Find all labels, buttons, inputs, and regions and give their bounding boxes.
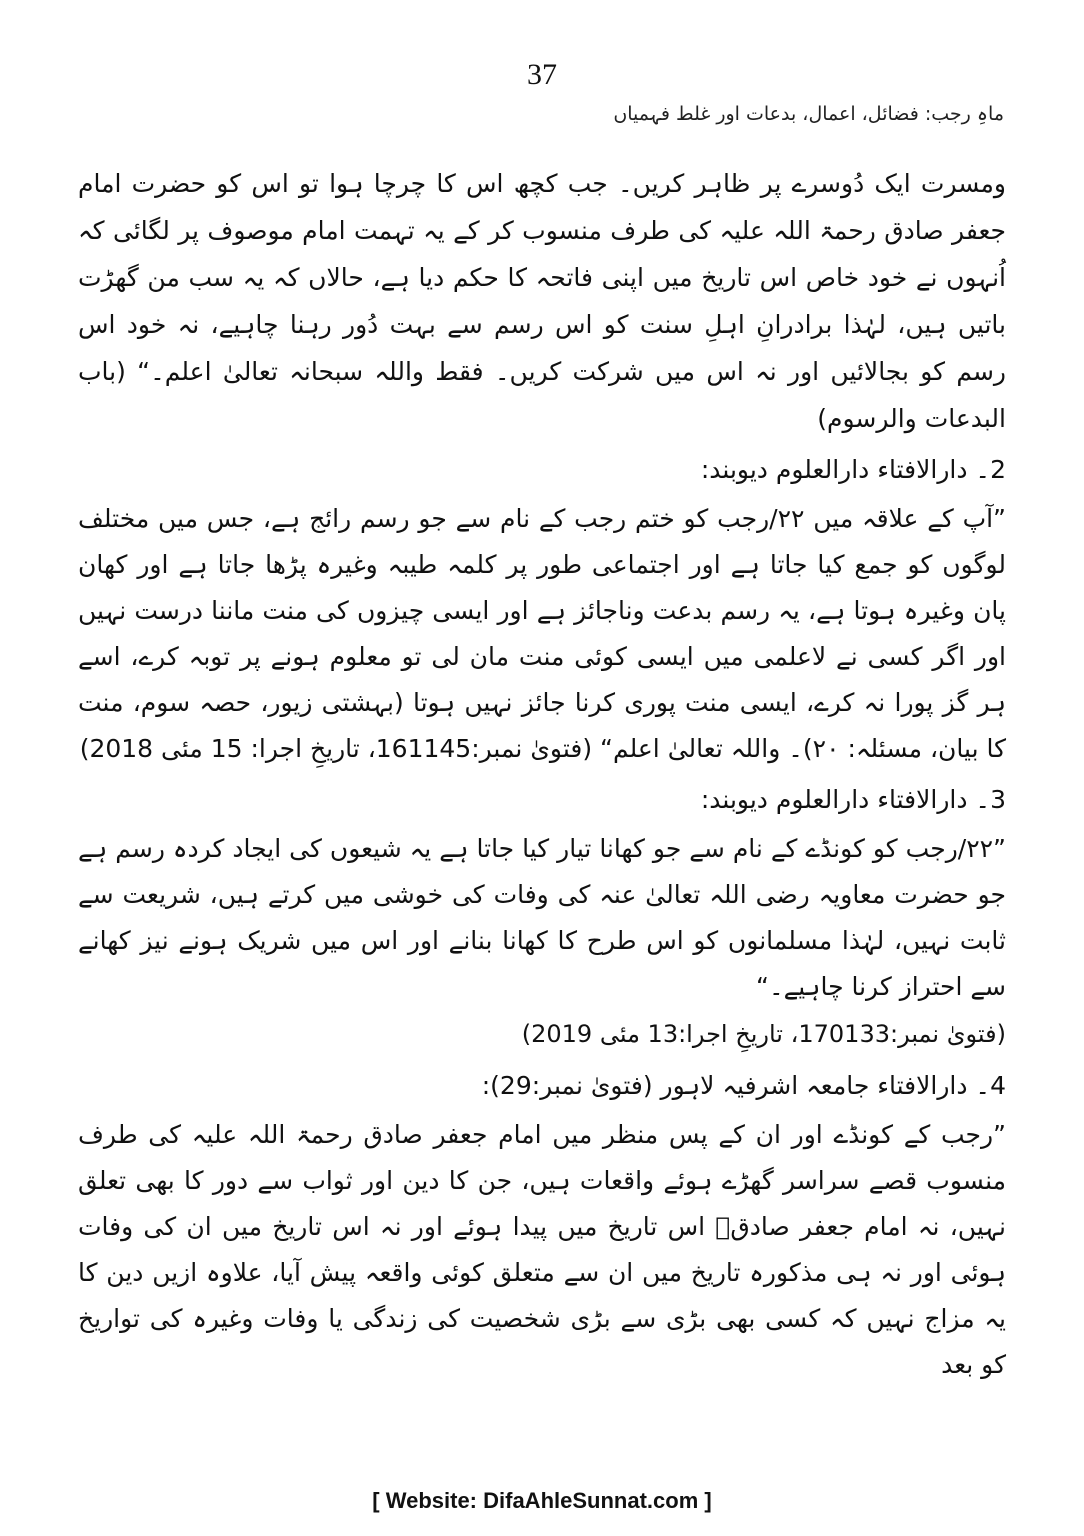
section2-heading: 2۔ دارالافتاء دارالعلوم دیوبند: <box>700 455 1006 484</box>
website-footer: [ Website: DifaAhleSunnat.com ] <box>372 1488 712 1513</box>
page-content <box>78 160 1006 1388</box>
running-header: ماہِ رجب: فضائل، اعمال، بدعات اور غلط فہمیاں <box>613 103 1004 125</box>
section3-reference: (فتویٰ نمبر:170133، تاریخِ اجرا:13 مئی 2019) <box>521 1020 1006 1048</box>
section1-paragraph: ومسرت ایک دُوسرے پر ظاہر کریں۔ جب کچھ اس کا چرچا ہوا تو اس کو حضرت امام جعفر صادق رحمۃ اللہ علیہ کی طرف منسوب کر کے یہ تہمت امام موصوف پر لگائی کہ اُنہوں نے خود خاص اس تاریخ میں اپنی فاتحہ کا حکم دیا ہے، حالاں کہ یہ سب من گھڑت باتیں ہیں، لہٰذا برادرانِ اہلِ سنت کو اس رسم سے بہت دُور رہنا چاہیے، نہ خود اس رسم کو بجالائیں اور نہ اس میں شرکت کریں۔ فقط واللہ سبحانہ تعالیٰ اعلم۔“ (باب البدعات والرسوم) <box>78 169 1006 433</box>
section3-heading: 3۔ دارالافتاء دارالعلوم دیوبند: <box>700 785 1006 814</box>
section4-paragraph: ”رجب کے کونڈے اور ان کے پس منظر میں امام جعفر صادق رحمۃ اللہ علیہ کی طرف منسوب قصے سراسر گھڑے ہوئے واقعات ہیں، جن کا دین اور ثواب سے دور کا بھی تعلق نہیں، نہ امام جعفر صادقؒ اس تاریخ میں پیدا ہوئے اور نہ اس تاریخ میں ان کی وفات ہوئی اور نہ ہی مذکورہ تاریخ میں ان سے متعلق کوئی واقعہ پیش آیا، علاوہ ازیں دین کا یہ مزاج نہیں کہ کسی بھی بڑی سے بڑی شخصیت کی زندگی یا وفات وغیرہ کی تواریخ کو بعد <box>78 1120 1006 1379</box>
section2-paragraph: ”آپ کے علاقہ میں ۲۲/رجب کو ختم رجب کے نام سے جو رسم رائج ہے، جس میں مختلف لوگوں کو جمع کیا جاتا ہے اور اجتماعی طور پر کلمہ طیبہ وغیرہ پڑھا جاتا ہے اور کھان پان وغیرہ ہوتا ہے، یہ رسم بدعت وناجائز ہے اور ایسی چیزوں کی منت ماننا درست نہیں اور اگر کسی نے لاعلمی میں ایسی کوئی منت مان لی تو معلوم ہونے پر توبہ کرے، اسے ہر گز پورا نہ کرے، ایسی منت پوری کرنا جائز نہیں ہوتا (بہشتی زیور، حصہ سوم، منت کا بیان، مسئلہ: ۲۰)۔ واللہ تعالیٰ اعلم“ (فتویٰ نمبر:161145، تاریخِ اجرا: 15 مئی 2018) <box>78 504 1007 763</box>
section3-paragraph: ”۲۲/رجب کو کونڈے کے نام سے جو کھانا تیار کیا جاتا ہے یہ شیعوں کی ایجاد کردہ رسم ہے جو حضرت معاویہ رضی اللہ تعالیٰ عنہ کی وفات کی خوشی میں کرتے ہیں، شریعت سے ثابت نہیں، لہٰذا مسلمانوں کو اس طرح کا کھانا بنانے اور اس میں شریک ہونے نیز کھانے سے احتراز کرنا چاہیے۔“ <box>78 834 1006 1001</box>
page-number: 37 <box>527 58 557 91</box>
section4-heading: 4۔ دارالافتاء جامعہ اشرفیہ لاہور (فتویٰ نمبر:29): <box>481 1071 1006 1100</box>
